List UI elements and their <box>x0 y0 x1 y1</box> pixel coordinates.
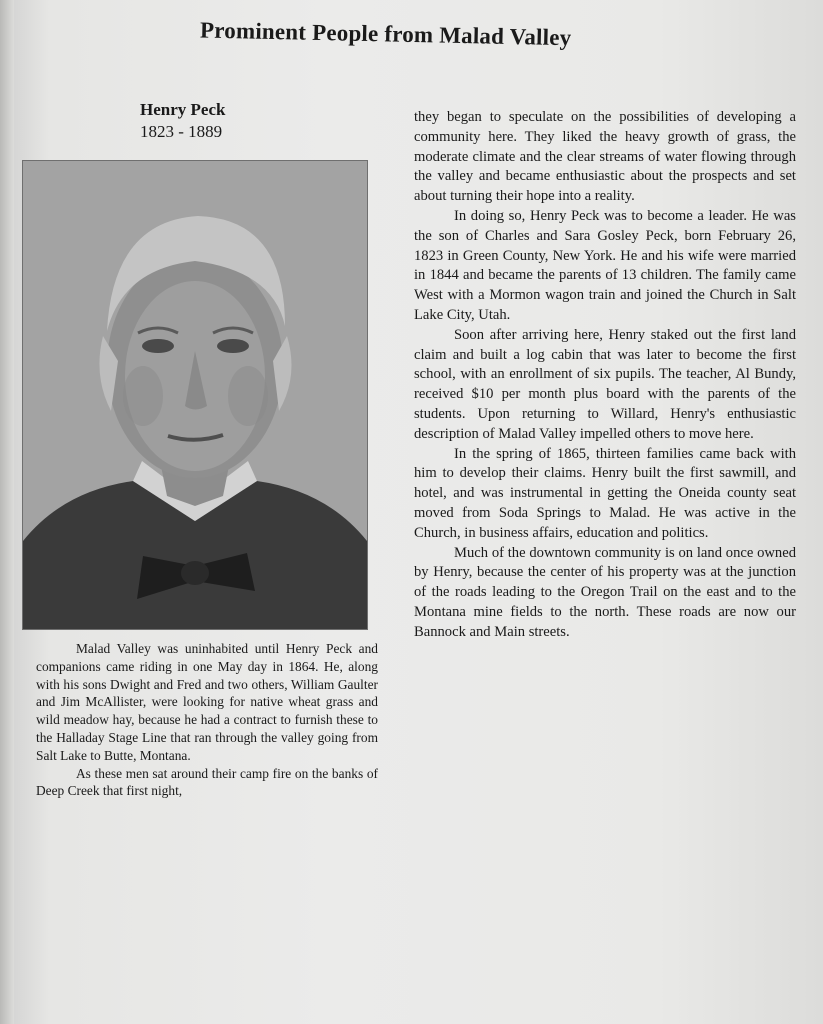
page-binding-edge <box>0 0 14 1024</box>
left-column <box>36 640 378 800</box>
right-paragraph: Soon after arriving here, Henry staked out the first land claim and built a log cabin that was later to become the first school, with an enrollment of six pupils. The teacher, Al Bundy, received $10 per month plus board with the parents of the students. Upon returning to Willard, Henry's enthusiastic description of Malad Valley impelled others to move here. <box>414 326 796 442</box>
right-paragraph: they began to speculate on the possibilities of developing a community here. They liked the heavy growth of grass, the moderate climate and the clear streams of water flowing through the valley and became enthusiastic about the prospects and set about turning their hope into a reality. <box>414 109 796 205</box>
left-paragraph: As these men sat around their camp fire on the banks of Deep Creek that first night, <box>36 765 378 799</box>
right-column <box>414 108 796 643</box>
right-paragraph: Much of the downtown community is on land once owned by Henry, because the center of his property was at the junction of the roads leading to the Oregon Trail on the east and to the Montana mine fields to the north. These roads are now our Bannock and Main streets. <box>414 544 796 640</box>
profile-dates: 1823 - 1889 <box>140 122 223 141</box>
portrait-photo-icon <box>23 161 367 629</box>
page-title: Prominent People from Malad Valley <box>199 17 572 51</box>
left-paragraph: Malad Valley was uninhabited until Henry Peck and companions came riding in one May day in 1864. He, along with his sons Dwight and Fred and two others, William Gaulter and Jim McAllister, were looking for native wheat grass and wild meadow hay, because he had a contract to furnish these to the Halladay Stage Line that ran through the valley going from Salt Lake to Butte, Montana. <box>36 641 378 763</box>
portrait-photo <box>22 160 368 630</box>
profile-name: Henry Peck <box>140 100 226 119</box>
right-paragraph: In the spring of 1865, thirteen families came back with him to develop their claims. Henry built the first sawmill, and hotel, and was instrumental in getting the Oneida county seat moved from Soda Springs to Malad. He was active in the Church, in business affairs, education and politics. <box>414 445 796 541</box>
right-paragraph: In doing so, Henry Peck was to become a leader. He was the son of Charles and Sara Gosley Peck, born February 26, 1823 in Green County, New York. He and his wife were married in 1844 and became the parents of 13 children. The family came West with a Mormon wagon train and joined the Church in Salt Lake City, Utah. <box>414 207 796 323</box>
